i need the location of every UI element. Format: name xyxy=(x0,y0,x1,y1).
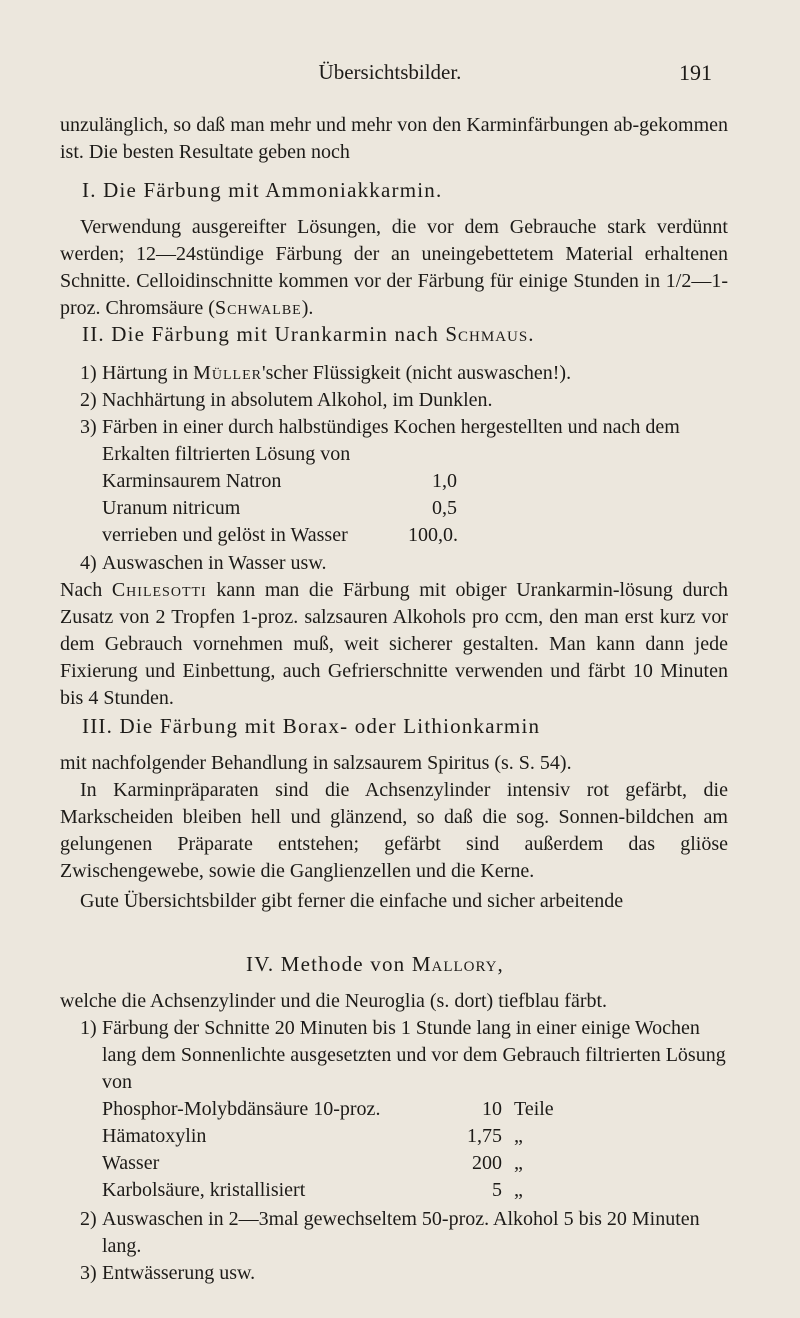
recipe-row: Hämatoxylin 1,75 „ xyxy=(102,1125,523,1147)
fraction: 1/2 xyxy=(665,270,692,292)
author-name: Mallory xyxy=(411,952,498,976)
section-2-recipe xyxy=(102,468,522,549)
section-4-heading: IV. Methode von Mallory, xyxy=(246,952,504,976)
running-header xyxy=(0,60,800,94)
recipe-row: Karminsaurem Natron 1,0 xyxy=(102,470,457,492)
list-item: 1) Härtung in Müller'scher Flüssigkeit (nicht auswaschen!). xyxy=(80,362,572,384)
section-2-step-4 xyxy=(60,550,728,577)
section-1-body: Verwendung ausgereifter Lösungen, die vor dem Gebrauche stark verdünnt werden; 12—24stündige Färbung der an uneingebettetem Material erhaltenen Schnitte. Celloidinschnitte kommen vor der Färbung für einige Stunden in 1/2—1-proz. Chromsäure (Schwalbe). xyxy=(60,216,728,319)
section-3-trailer: Gute Übersichtsbilder gibt ferner die einfache und sicher arbeitende xyxy=(80,890,624,912)
section-4-steps-2-3 xyxy=(60,1206,728,1287)
section-2-note: Nach Chilesotti kann man die Färbung mit obiger Urankarmin-lösung durch Zusatz von 2 Tropfen 1-proz. salzsauren Alkohols pro ccm, den man erst kurz vor dem Gebrauch vornehmen muß, weit sicherer gestalten. Man kann dann jede Fixierung und Einbettung, auch Gefrierschnitte verwenden und färbt 10 Minuten bis 4 Stunden. xyxy=(60,579,728,709)
running-title: Übersichtsbilder. xyxy=(318,60,462,84)
section-3-body: mit nachfolgender Behandlung in salzsaurem Spiritus (s. S. 54). In Karminpräparaten sind die Achsenzylinder intensiv rot gefärbt, die Markscheiden bleiben hell und glänzend, so daß die sog. Sonnen-bildchen am gelungenen Präparate entstehen; gefärbt sind außerdem das gliöse Zwischengewebe, sowie die Ganglienzellen und die Kerne. xyxy=(60,752,728,882)
recipe-row: verrieben und gelöst in Wasser 100,0. xyxy=(102,524,458,546)
list-item: 3) Entwässerung usw. xyxy=(80,1262,256,1284)
recipe-row: Phosphor-Molybdänsäure 10-proz. 10 Teile xyxy=(102,1098,554,1120)
intro-paragraph: unzulänglich, so daß man mehr und mehr von den Karminfärbungen ab-gekommen ist. Die besten Resultate geben noch xyxy=(60,114,728,163)
section-1-heading: I. Die Färbung mit Ammoniakkarmin. xyxy=(82,178,443,202)
list-item: 4) Auswaschen in Wasser usw. xyxy=(80,552,327,574)
author-name: Chilesotti xyxy=(111,579,207,601)
list-item: 2) Auswaschen in 2—3mal gewechseltem 50-proz. Alkohol 5 bis 20 Minuten lang. xyxy=(80,1208,700,1257)
section-2-steps xyxy=(60,360,728,468)
section-4-step-1 xyxy=(60,1015,728,1096)
list-item: 3) Färben in einer durch halbstündiges Kochen hergestellten und nach dem Erkalten filtrierten Lösung von xyxy=(80,416,680,465)
author-name: Müller xyxy=(193,362,262,384)
section-3-heading: III. Die Färbung mit Borax- oder Lithionkarmin xyxy=(82,714,541,738)
author-name: Schwalbe xyxy=(214,297,302,319)
recipe-row: Wasser 200 „ xyxy=(102,1152,523,1174)
recipe-row: Uranum nitricum 0,5 xyxy=(102,497,457,519)
page-number: 191 xyxy=(679,60,712,85)
section-2-heading: II. Die Färbung mit Urankarmin nach Schmaus. xyxy=(82,322,535,346)
section-4-recipe xyxy=(102,1096,622,1204)
author-name: Schmaus xyxy=(445,322,529,346)
list-item: 2) Nachhärtung in absolutem Alkohol, im Dunklen. xyxy=(80,389,493,411)
recipe-row: Karbolsäure, kristallisiert 5 „ xyxy=(102,1179,523,1201)
section-4-lead: welche die Achsenzylinder und die Neuroglia (s. dort) tiefblau färbt. xyxy=(60,990,608,1012)
list-item: 1) Färbung der Schnitte 20 Minuten bis 1 Stunde lang in einer einige Wochen lang dem Sonnenlichte ausgesetzten und vor dem Gebrauch filtrierten Lösung von xyxy=(80,1017,726,1093)
